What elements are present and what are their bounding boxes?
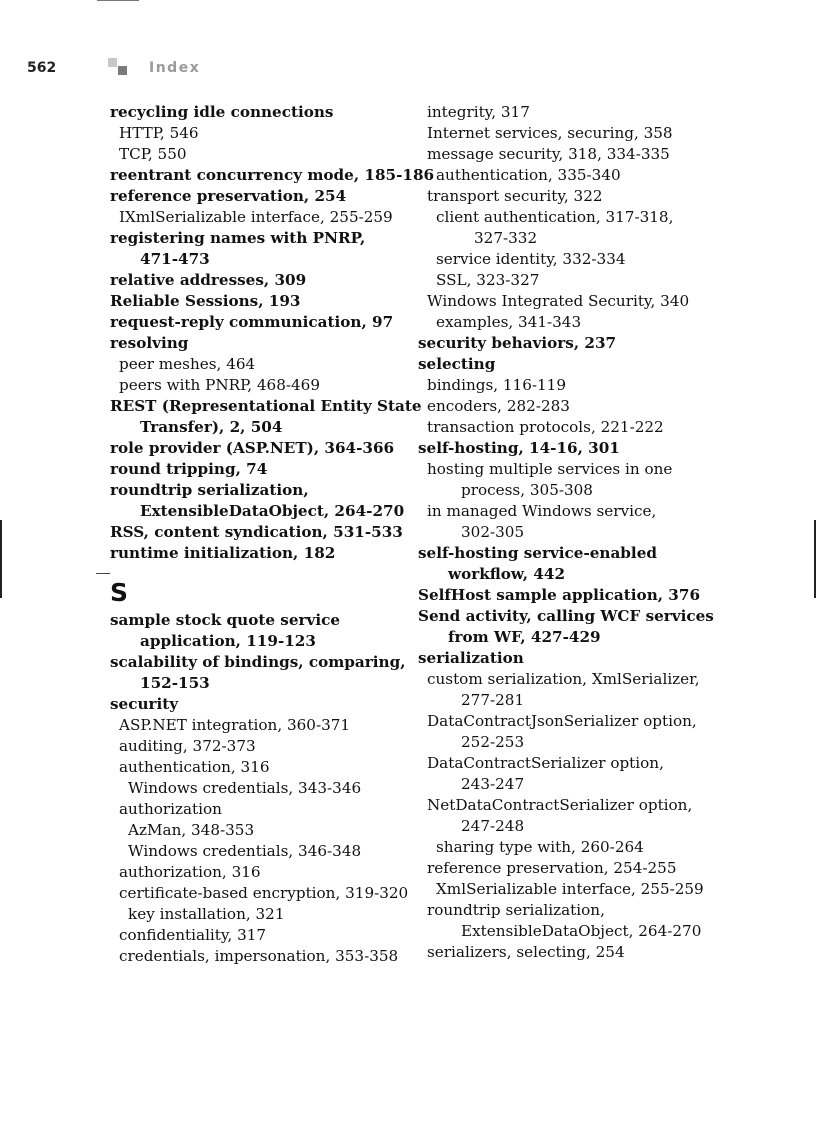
index-entry: Reliable Sessions, 193 bbox=[110, 292, 301, 310]
index-entry: application, 119-123 bbox=[140, 632, 316, 650]
index-subentry: encoders, 282-283 bbox=[427, 397, 570, 415]
index-entry: reentrant concurrency mode, 185-186 bbox=[110, 166, 435, 184]
index-entry: security bbox=[110, 695, 179, 713]
index-subentry: authentication, 335-340 bbox=[436, 166, 621, 184]
index-subentry: roundtrip serialization, bbox=[427, 901, 605, 919]
index-subentry: hosting multiple services in one bbox=[427, 460, 673, 478]
index-entry: request-reply communication, 97 bbox=[110, 313, 394, 331]
index-entry: ExtensibleDataObject, 264-270 bbox=[140, 502, 405, 520]
index-entry: sample stock quote service bbox=[110, 611, 341, 629]
index-entry: 152-153 bbox=[140, 674, 210, 692]
index-subentry: authorization, 316 bbox=[119, 863, 261, 881]
index-entry: runtime initialization, 182 bbox=[110, 544, 336, 562]
index-subentry: authentication, 316 bbox=[119, 758, 270, 776]
scan-edge-line-left bbox=[0, 520, 2, 598]
index-subentry: 252-253 bbox=[461, 733, 525, 751]
index-entry: serialization bbox=[418, 649, 524, 667]
index-entry: self-hosting, 14-16, 301 bbox=[418, 439, 620, 457]
index-subentry: peers with PNRP, 468-469 bbox=[119, 376, 320, 394]
index-subentry: AzMan, 348-353 bbox=[128, 821, 255, 839]
index-subentry: ExtensibleDataObject, 264-270 bbox=[461, 922, 702, 940]
index-subentry: transaction protocols, 221-222 bbox=[427, 418, 664, 436]
index-column-left bbox=[110, 102, 435, 967]
index-subentry: reference preservation, 254-255 bbox=[427, 859, 677, 877]
index-subentry: examples, 341-343 bbox=[436, 313, 582, 331]
header-square-icon bbox=[108, 58, 132, 78]
index-subentry: NetDataContractSerializer option, bbox=[427, 796, 693, 814]
index-subentry: confidentiality, 317 bbox=[119, 926, 267, 944]
index-subentry: serializers, selecting, 254 bbox=[427, 943, 625, 961]
index-entry: RSS, content syndication, 531-533 bbox=[110, 523, 403, 541]
index-subentry: 302-305 bbox=[461, 523, 525, 541]
index-entry: reference preservation, 254 bbox=[110, 187, 347, 205]
index-subentry: credentials, impersonation, 353-358 bbox=[119, 947, 399, 965]
index-entry: scalability of bindings, comparing, bbox=[110, 653, 406, 671]
index-subentry: ASP.NET integration, 360-371 bbox=[119, 716, 351, 734]
index-entry: from WF, 427-429 bbox=[448, 628, 601, 646]
index-subentry: custom serialization, XmlSerializer, bbox=[427, 670, 700, 688]
index-entry: recycling idle connections bbox=[110, 103, 334, 121]
section-letter: S bbox=[110, 578, 129, 607]
index-column-right bbox=[418, 102, 718, 963]
index-subentry: 247-248 bbox=[461, 817, 525, 835]
index-entry: Transfer), 2, 504 bbox=[140, 418, 283, 436]
header-title: Index bbox=[149, 60, 201, 76]
index-entry: self-hosting service-enabled bbox=[418, 544, 657, 562]
margin-mark bbox=[96, 563, 110, 574]
index-subentry: DataContractJsonSerializer option, bbox=[427, 712, 697, 730]
index-subentry: TCP, 550 bbox=[119, 145, 187, 163]
index-subentry: certificate-based encryption, 319-320 bbox=[119, 884, 409, 902]
index-subentry: IXmlSerializable interface, 255-259 bbox=[119, 208, 393, 226]
index-entry: Send activity, calling WCF services bbox=[418, 607, 714, 625]
index-subentry: SSL, 323-327 bbox=[436, 271, 540, 289]
index-subentry: auditing, 372-373 bbox=[119, 737, 256, 755]
index-entry: resolving bbox=[110, 334, 189, 352]
index-subentry: authorization bbox=[119, 800, 222, 818]
index-subentry: key installation, 321 bbox=[128, 905, 285, 923]
index-entry: selecting bbox=[418, 355, 496, 373]
index-subentry: in managed Windows service, bbox=[427, 502, 657, 520]
index-subentry: 277-281 bbox=[461, 691, 525, 709]
index-entry: SelfHost sample application, 376 bbox=[418, 586, 701, 604]
index-subentry: 243-247 bbox=[461, 775, 525, 793]
index-subentry: service identity, 332-334 bbox=[436, 250, 626, 268]
index-subentry: bindings, 116-119 bbox=[427, 376, 567, 394]
index-subentry: XmlSerializable interface, 255-259 bbox=[436, 880, 704, 898]
index-subentry: HTTP, 546 bbox=[119, 124, 199, 142]
index-entry: security behaviors, 237 bbox=[418, 334, 617, 352]
index-entry: REST (Representational Entity State bbox=[110, 397, 422, 415]
index-subentry: message security, 318, 334-335 bbox=[427, 145, 670, 163]
index-entry: workflow, 442 bbox=[448, 565, 566, 583]
index-subentry: Windows Integrated Security, 340 bbox=[427, 292, 690, 310]
index-subentry: process, 305-308 bbox=[461, 481, 593, 499]
index-subentry: transport security, 322 bbox=[427, 187, 603, 205]
index-entry: round tripping, 74 bbox=[110, 460, 268, 478]
index-subentry: sharing type with, 260-264 bbox=[436, 838, 644, 856]
index-entry: registering names with PNRP, bbox=[110, 229, 366, 247]
top-rule bbox=[97, 0, 139, 1]
index-subentry: DataContractSerializer option, bbox=[427, 754, 664, 772]
index-subentry: 327-332 bbox=[474, 229, 538, 247]
index-entry: roundtrip serialization, bbox=[110, 481, 309, 499]
index-entry: role provider (ASP.NET), 364-366 bbox=[110, 439, 395, 457]
index-subentry: Internet services, securing, 358 bbox=[427, 124, 673, 142]
index-subentry: client authentication, 317-318, bbox=[436, 208, 674, 226]
index-entry: 471-473 bbox=[140, 250, 210, 268]
index-subentry: integrity, 317 bbox=[427, 103, 530, 121]
index-subentry: Windows credentials, 346-348 bbox=[128, 842, 362, 860]
index-entry: relative addresses, 309 bbox=[110, 271, 307, 289]
index-subentry: peer meshes, 464 bbox=[119, 355, 256, 373]
running-header bbox=[0, 58, 816, 80]
page-number: 562 bbox=[27, 60, 57, 76]
index-subentry: Windows credentials, 343-346 bbox=[128, 779, 362, 797]
